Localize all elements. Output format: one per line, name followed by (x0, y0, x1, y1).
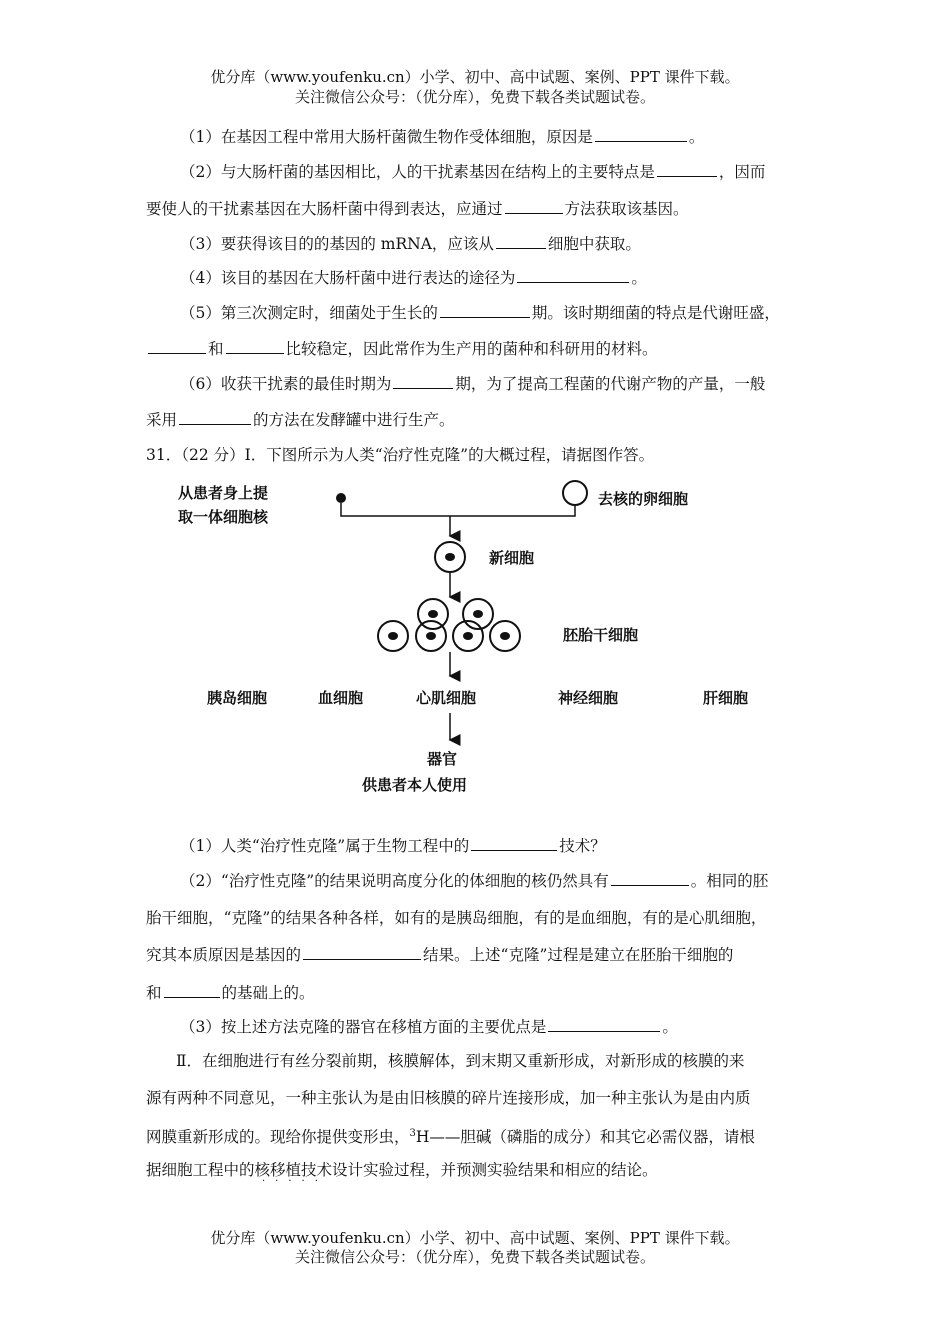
answer-blank[interactable] (611, 871, 689, 886)
answer-blank[interactable] (303, 945, 421, 960)
q30-item-4: （4）该目的基因在大肠杆菌中进行表达的途径为 。 (180, 269, 647, 287)
label-new-cell: 新细胞 (489, 549, 535, 567)
q30-item-2: （2）与大肠杆菌的基因相比，人的干扰素基因在结构上的主要特点是 ，因而 (180, 163, 766, 181)
q31-part2-line4: 据细胞工程中的核移植技术设计实验过程，并预测实验结果和相应的结论。 (146, 1161, 658, 1179)
q30-item-2-cont: 要使人的干扰素基因在大肠杆菌中得到表达，应通过 方法获取该基因。 (146, 200, 689, 218)
q30-item-5: （5）第三次测定时，细菌处于生长的 期。该时期细菌的特点是代谢旺盛， (180, 304, 780, 322)
label-pancreatic-islet-cell: 胰岛细胞 (207, 689, 268, 707)
q30-item-6-cont: 采用 的方法在发酵罐中进行生产。 (146, 411, 455, 429)
answer-blank[interactable] (148, 339, 206, 354)
answer-blank[interactable] (517, 268, 629, 283)
label-patient-nucleus-1: 从患者身上提 (178, 484, 269, 502)
label-blood-cell: 血细胞 (318, 689, 364, 707)
q31-part2-line3: 网膜重新形成的。现给你提供变形虫，$^3$H——胆碱（磷脂的成分）和其它必需仪器，请根 (146, 1128, 755, 1147)
q30-item-1: （1）在基因工程中常用大肠杆菌微生物作受体细胞，原因是 。 (180, 128, 705, 146)
answer-blank[interactable] (548, 1017, 660, 1032)
header-line-1: 优分库（www.youfenku.cn）小学、初中、高中试题、案例、PPT 课件下载。 (210, 68, 740, 86)
label-patient-use: 供患者本人使用 (362, 776, 468, 794)
q31-part2-line2: 源有两种不同意见，一种主张认为是由旧核膜的碎片连接形成，加一种主张认为是由内质 (146, 1089, 751, 1107)
therapeutic-cloning-diagram (0, 470, 950, 820)
label-enucleated-egg: 去核的卵细胞 (598, 490, 689, 508)
label-embryonic-stem-cells: 胚胎干细胞 (563, 626, 639, 644)
header-line-2: 关注微信公众号：（优分库），免费下载各类试题试卷。 (294, 88, 655, 106)
answer-blank[interactable] (179, 410, 251, 425)
q30-item-5-cont: 和 比较稳定，因此常作为生产用的菌种和科研用的材料。 (146, 339, 816, 359)
q31-part2-line1: Ⅱ．在细胞进行有丝分裂前期，核膜解体，到末期又重新形成，对新形成的核膜的来 (176, 1052, 745, 1070)
q31-item-2-line2: 胎干细胞，“克隆”的结果各种各样，如有的是胰岛细胞，有的是血细胞，有的是心肌细胞， (146, 909, 767, 927)
q31-item-2: （2）“治疗性克隆”的结果说明高度分化的体细胞的核仍然具有 。相同的胚 (180, 872, 769, 890)
answer-blank[interactable] (440, 303, 530, 318)
join-bracket (341, 503, 575, 516)
emphasis-dots: ····· (262, 1176, 328, 1187)
footer-line-1: 优分库（www.youfenku.cn）小学、初中、高中试题、案例、PPT 课件下载。 (210, 1229, 740, 1247)
footer-line-2: 关注微信公众号：（优分库），免费下载各类试题试卷。 (294, 1248, 655, 1266)
q30-item-3: （3）要获得该目的的基因的 mRNA，应该从 细胞中获取。 (180, 235, 641, 253)
answer-blank[interactable] (657, 162, 717, 177)
somatic-nucleus-dot (336, 493, 346, 503)
answer-blank[interactable] (393, 374, 453, 389)
answer-blank[interactable] (226, 339, 284, 354)
label-patient-nucleus-2: 取一体细胞核 (178, 508, 269, 526)
q31-item-1: （1）人类“治疗性克隆”属于生物工程中的 技术？ (180, 837, 606, 855)
label-organ: 器官 (427, 750, 458, 768)
label-nerve-cell: 神经细胞 (558, 689, 619, 707)
answer-blank[interactable] (505, 199, 563, 214)
answer-blank[interactable] (496, 234, 546, 249)
answer-blank[interactable] (595, 127, 687, 142)
q31-item-2-line4: 和 的基础上的。 (146, 984, 315, 1002)
label-cardiomyocyte: 心肌细胞 (416, 689, 477, 707)
embryonic-stem-cells-icon (378, 599, 520, 651)
new-cell-icon (435, 542, 465, 572)
q31-item-2-line3: 究其本质原因是基因的 结果。上述“克隆”过程是建立在胚胎干细胞的 (146, 946, 734, 964)
q31-title: 31．（22 分）Ⅰ．下图所示为人类“治疗性克隆”的大概过程，请据图作答。 (146, 446, 655, 464)
answer-blank[interactable] (471, 836, 557, 851)
answer-blank[interactable] (164, 983, 220, 998)
label-liver-cell: 肝细胞 (703, 689, 749, 707)
q31-item-3: （3）按上述方法克隆的器官在移植方面的主要优点是 。 (180, 1018, 678, 1036)
enucleated-egg-cell (563, 481, 587, 505)
q30-item-6: （6）收获干扰素的最佳时期为 期，为了提高工程菌的代谢产物的产量，一般 (180, 375, 766, 393)
